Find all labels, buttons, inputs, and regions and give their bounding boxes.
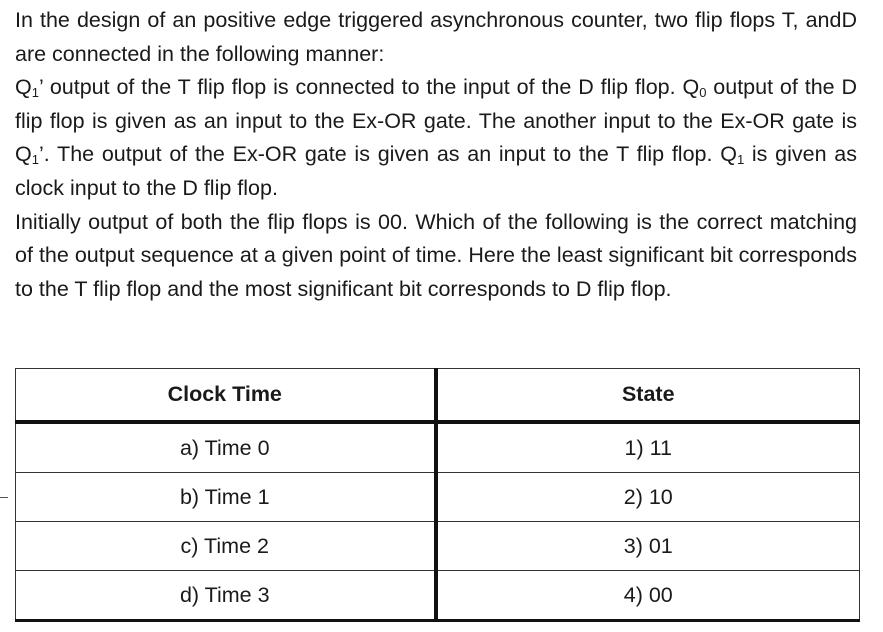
question-instruction: Initially output of both the flip flops is 00. Which of the following is the correct matching of the output sequence at a given point of time. Here the least significant bit corresponds to the T flip flop and the most significant bit corresponds to D flip flop. bbox=[15, 209, 857, 301]
question-text bbox=[15, 4, 857, 306]
state-cell: 1) 11 bbox=[436, 422, 860, 473]
header-state: State bbox=[436, 369, 860, 423]
clock-time-cell: c) Time 2 bbox=[16, 522, 436, 571]
state-cell: 4) 00 bbox=[436, 571, 860, 621]
text-fragment: output of the D flip flop is given as an input to the Ex-OR gate. The another input to the Ex-OR gate is Q bbox=[15, 75, 858, 167]
table-header-row bbox=[16, 369, 860, 423]
question-connections bbox=[15, 71, 857, 205]
text-fragment: is given as clock input to the D flip flop. bbox=[15, 142, 857, 200]
table-row bbox=[16, 473, 860, 522]
subscript: 1 bbox=[31, 85, 39, 101]
subscript: 1 bbox=[31, 152, 39, 168]
text-fragment: ’. The output of the Ex-OR gate is given as an input to the T flip flop. Q bbox=[38, 142, 737, 167]
text-fragment: ’ output of the T flip flop is connected to the input of the D flip flop. Q bbox=[38, 75, 700, 100]
question-intro: In the design of an positive edge triggered asynchronous counter, two flip flops T, andD are connected in the following manner: bbox=[15, 8, 857, 66]
header-clock-time: Clock Time bbox=[16, 369, 436, 423]
state-cell: 3) 01 bbox=[436, 522, 860, 571]
table-row bbox=[16, 422, 860, 473]
clock-time-cell: d) Time 3 bbox=[16, 571, 436, 621]
margin-tick bbox=[0, 497, 8, 498]
table-row bbox=[16, 571, 860, 621]
matching-table bbox=[15, 368, 860, 622]
state-cell: 2) 10 bbox=[436, 473, 860, 522]
clock-time-cell: a) Time 0 bbox=[16, 422, 436, 473]
subscript: 0 bbox=[699, 85, 707, 101]
table-row bbox=[16, 522, 860, 571]
clock-time-cell: b) Time 1 bbox=[16, 473, 436, 522]
subscript: 1 bbox=[736, 152, 745, 168]
text-fragment: Q bbox=[15, 75, 32, 100]
